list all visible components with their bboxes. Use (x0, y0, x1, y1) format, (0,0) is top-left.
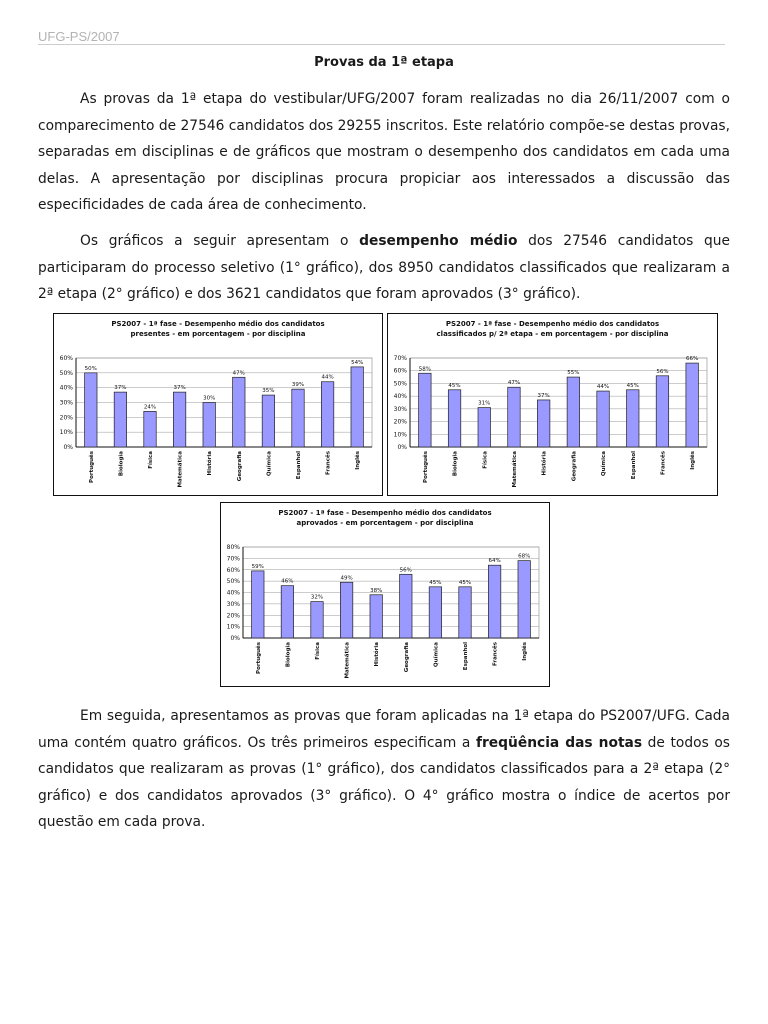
data-label: 66% (686, 356, 699, 363)
category-label: Inglês (522, 642, 529, 661)
bar (340, 582, 352, 638)
bar (686, 363, 698, 447)
y-tick-label: 0% (63, 444, 73, 451)
category-label: Português (255, 642, 262, 674)
category-label: Geografia (236, 451, 243, 482)
charts-intro-text-after: dos 27546 candidatos que participaram do processo seletivo (1° gráfico), dos 8950 candidatos classificados que realizaram a 2ª etapa (2° gráfico) e dos 3621 candidatos que foram aprovados (3° gráfico). (38, 233, 730, 302)
bar (597, 391, 609, 447)
category-label: Geografia (571, 451, 578, 482)
bar (370, 595, 382, 638)
category-label: Português (422, 451, 429, 483)
data-label: 49% (340, 575, 353, 582)
bar (351, 367, 363, 447)
y-tick-label: 10% (226, 623, 240, 631)
data-label: 68% (518, 553, 531, 560)
data-label: 55% (567, 370, 580, 377)
y-tick-label: 40% (226, 589, 240, 597)
bar (262, 395, 274, 447)
y-tick-label: 60% (393, 367, 407, 375)
y-tick-label: 10% (59, 429, 73, 437)
data-label: 31% (478, 400, 491, 407)
chart-svg (388, 314, 717, 495)
category-label: Química (601, 451, 608, 477)
y-tick-label: 50% (393, 380, 407, 388)
data-label: 45% (458, 579, 472, 586)
bar (311, 602, 323, 638)
y-tick-label: 60% (59, 355, 73, 362)
exams-paragraph (38, 703, 730, 836)
y-tick-label: 20% (226, 612, 240, 620)
category-label: Matemática (511, 451, 518, 488)
bar (114, 392, 126, 447)
chart-title-line-1: PS2007 - 1ª fase - Desempenho médio dos candidatos (111, 320, 325, 328)
bar (252, 571, 264, 638)
page-header: UFG-PS/2007 (38, 29, 120, 44)
category-label: Física (148, 451, 154, 469)
bar (203, 403, 215, 448)
bar (429, 587, 441, 638)
category-label: Geografia (403, 642, 410, 673)
category-label: Química (266, 451, 273, 477)
bar (459, 587, 471, 638)
y-tick-label: 10% (393, 431, 407, 439)
y-tick-label: 30% (59, 399, 73, 407)
chart-presentes (53, 313, 383, 496)
charts-intro-paragraph (38, 228, 730, 308)
data-label: 39% (291, 382, 305, 389)
data-label: 47% (507, 380, 521, 387)
chart-title-line-1: PS2007 - 1ª fase - Desempenho médio dos candidatos (278, 509, 492, 517)
category-label: Inglês (690, 451, 697, 470)
bar (627, 390, 639, 447)
category-label: Inglês (355, 451, 362, 470)
y-tick-label: 70% (226, 555, 240, 563)
bar (478, 408, 490, 447)
data-label: 47% (232, 370, 245, 377)
category-label: Espanhol (463, 642, 469, 671)
exams-bold: freqüência das notas (475, 734, 643, 751)
y-tick-label: 80% (226, 544, 240, 551)
y-tick-label: 60% (226, 566, 240, 574)
category-label: Francês (492, 642, 499, 667)
category-label: Biologia (118, 451, 125, 477)
y-tick-label: 70% (393, 355, 407, 362)
data-label: 44% (321, 374, 334, 381)
bar (85, 373, 97, 447)
category-label: Matemática (344, 642, 351, 679)
category-label: Português (88, 451, 95, 483)
chart-classificados (387, 313, 718, 496)
data-label: 45% (626, 382, 639, 389)
data-label: 59% (251, 563, 264, 570)
bar (144, 411, 156, 447)
y-tick-label: 30% (393, 405, 407, 413)
y-tick-label: 50% (226, 578, 240, 586)
section-title: Provas da 1ª etapa (314, 55, 454, 70)
data-label: 58% (418, 366, 431, 373)
category-label: História (541, 451, 548, 476)
data-label: 32% (310, 594, 324, 601)
data-label: 37% (114, 385, 127, 392)
bar (567, 377, 579, 447)
chart-title-line-2: presentes - em porcentagem - por disciplina (130, 330, 306, 338)
chart-svg (221, 503, 549, 686)
chart-title-line-2: aprovados - em porcentagem - por disciplina (296, 519, 474, 527)
category-label: História (374, 642, 381, 667)
y-tick-label: 30% (226, 600, 240, 608)
y-tick-label: 20% (393, 418, 407, 426)
bar (508, 387, 520, 447)
data-label: 45% (448, 382, 461, 389)
category-label: Física (315, 642, 321, 660)
bar (656, 376, 668, 447)
data-label: 54% (351, 359, 364, 366)
data-label: 46% (281, 578, 294, 585)
bar (448, 390, 460, 447)
charts-intro-text-before: Os gráficos a seguir apresentam o (80, 233, 360, 249)
category-label: Matemática (177, 451, 184, 488)
bar (488, 565, 500, 638)
data-label: 64% (488, 558, 501, 565)
chart-title-line-2: classificados p/ 2ª etapa - em porcentagem - por disciplina (436, 330, 669, 338)
data-label: 50% (84, 365, 97, 372)
intro-text: As provas da 1ª etapa do vestibular/UFG/2007 foram realizadas no dia 26/11/2007 com o comparecimento de 27546 candidatos dos 29255 inscritos. Este relatório compõe-se destas provas, separadas em disciplinas e de gráficos que mostram o desempenho dos candidatos em cada uma delas. A apresentação por disciplinas procura propiciar aos interessados a discussão das especificidades de cada área de conhecimento. (38, 91, 730, 213)
data-label: 56% (656, 368, 669, 375)
bar (518, 561, 530, 638)
data-label: 24% (143, 404, 157, 411)
category-label: Química (433, 642, 440, 668)
category-label: Espanhol (296, 451, 302, 480)
charts-intro-bold: desempenho médio (359, 233, 518, 249)
data-label: 35% (262, 388, 275, 395)
data-label: 56% (399, 567, 412, 574)
chart-aprovados (220, 502, 550, 687)
y-tick-label: 20% (59, 414, 73, 422)
data-label: 37% (537, 392, 550, 399)
chart-svg (54, 314, 382, 495)
exams-text-after: de todos os candidatos que realizaram as provas (1° gráfico), dos candidatos classificados para a 2ª etapa (2° gráfico) e dos candidatos aprovados (3° gráfico). O 4° gráfico mostra o índice de acertos por questão em cada prova. (38, 734, 730, 830)
category-label: Física (482, 451, 489, 469)
y-tick-label: 0% (230, 635, 240, 642)
y-tick-label: 50% (59, 369, 73, 377)
bar (281, 586, 293, 638)
category-label: Francês (325, 451, 332, 476)
data-label: 44% (596, 384, 610, 391)
chart-title-line-1: PS2007 - 1ª fase - Desempenho médio dos candidatos (445, 320, 660, 328)
category-label: Biologia (452, 451, 459, 477)
category-label: História (207, 451, 214, 476)
category-label: Espanhol (630, 451, 637, 480)
category-label: Francês (660, 451, 667, 476)
bar (321, 382, 333, 447)
bar (233, 377, 245, 447)
bar (419, 373, 431, 447)
y-tick-label: 40% (393, 393, 407, 401)
data-label: 37% (173, 385, 186, 392)
category-label: Biologia (285, 642, 292, 668)
y-tick-label: 0% (397, 444, 407, 451)
data-label: 30% (203, 395, 216, 402)
bar (173, 392, 185, 447)
bar (292, 389, 304, 447)
y-tick-label: 40% (59, 384, 73, 392)
exams-text-before: Em seguida, apresentamos as provas que foram aplicadas na 1ª etapa do PS2007/UFG. Cada uma contém quatro gráficos. Os três primeiros especificam a (38, 708, 730, 751)
bar (400, 574, 412, 638)
header-divider (38, 44, 725, 45)
intro-paragraph (38, 86, 730, 219)
data-label: 38% (370, 587, 383, 594)
data-label: 45% (429, 579, 442, 586)
bar (537, 400, 549, 447)
